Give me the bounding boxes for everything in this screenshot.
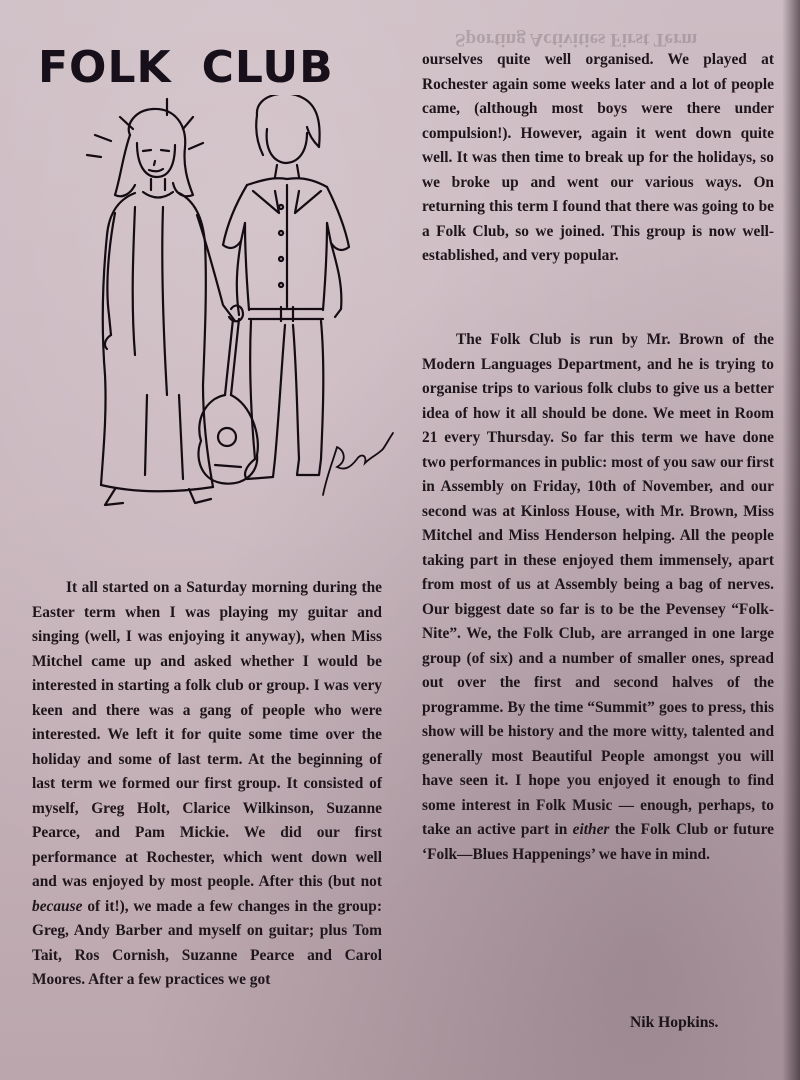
emphasis-text: because xyxy=(32,897,83,915)
title-word-club: CLUB xyxy=(201,42,334,93)
article-paragraph xyxy=(32,576,382,993)
page-title xyxy=(38,42,334,93)
page-edge-shadow xyxy=(782,0,800,1080)
paragraph-text: the Folk Club or future ‘Folk—Blues Happenings’ we have in mind. xyxy=(422,821,774,863)
article-column-right-bottom xyxy=(422,328,774,867)
emphasis-text: either xyxy=(572,821,610,838)
article-paragraph: ourselves quite well organised. We played at Rochester again some weeks later and a lot of people came, (although most boys were there under compulsion!). However, again it went down quite well. It was then time to break up for the holidays, so we broke up and went our various ways. On returning this term I found that there was going to be a Folk Club, so we joined. This group is now well-established, and very popular. xyxy=(422,51,774,264)
paragraph-text: The Folk Club is run by Mr. Brown of the Modern Languages Department, and he is trying to organise trips to various folk clubs to give us a better idea of how it all should be done. We meet in Room 21 every Thursday. So far this term we have done two performances in public: most of you saw our first in Assembly on Friday, 10th of November, and our second was at Kinloss House, with Mr. Brown, Miss Mitchel and Miss Henderson helping. All the people taking part in these enjoyed them immensely, apart from most of us at Assembly being a bag of nerves. Our biggest date so far is to be the Pevensey “Folk-Nite”. We, the Folk Club, are arranged in one large group (of six) and a number of smaller ones, spread out over the first and second halves of the programme. By the time “Summit” goes to press, this show will be history and the more witty, talented and generally most Beautiful People amongst you will have seen it. I hope you enjoyed it enough to find some interest in Folk Music — enough, perhaps, to take an active part in xyxy=(422,331,774,838)
folk-couple-illustration xyxy=(75,95,395,515)
article-paragraph xyxy=(422,328,774,867)
paragraph-text: It all started on a Saturday morning during the Easter term when I was playing my guitar and singing (well, I was enjoying it anyway), when Miss Mitchel came up and asked whether I would be interested in starting a folk club or group. I was very keen and there was a gang of people who were interested. We left it for quite some time over the holiday and some of last term. At the beginning of last term we formed our first group. It consisted of myself, Greg Holt, Clarice Wilkinson, Suzanne Pearce, and Pam Mickie. We did our first performance at Rochester, which went down well and was enjoyed by most people. After this (but not xyxy=(32,579,382,890)
title-word-folk: FOLK xyxy=(38,42,172,93)
author-signature: Nik Hopkins. xyxy=(630,1014,719,1031)
paragraph-text: of it!), we made a few changes in the group: Greg, Andy Barber and myself on guitar; plus Tom Tait, Ros Cornish, Suzanne Pearce and Carol Moores. After a few practices we got xyxy=(32,897,382,988)
article-column-left xyxy=(32,576,382,993)
article-column-right-top xyxy=(422,48,774,269)
bleed-through-heading: Sporting Activities First Term xyxy=(455,29,698,50)
